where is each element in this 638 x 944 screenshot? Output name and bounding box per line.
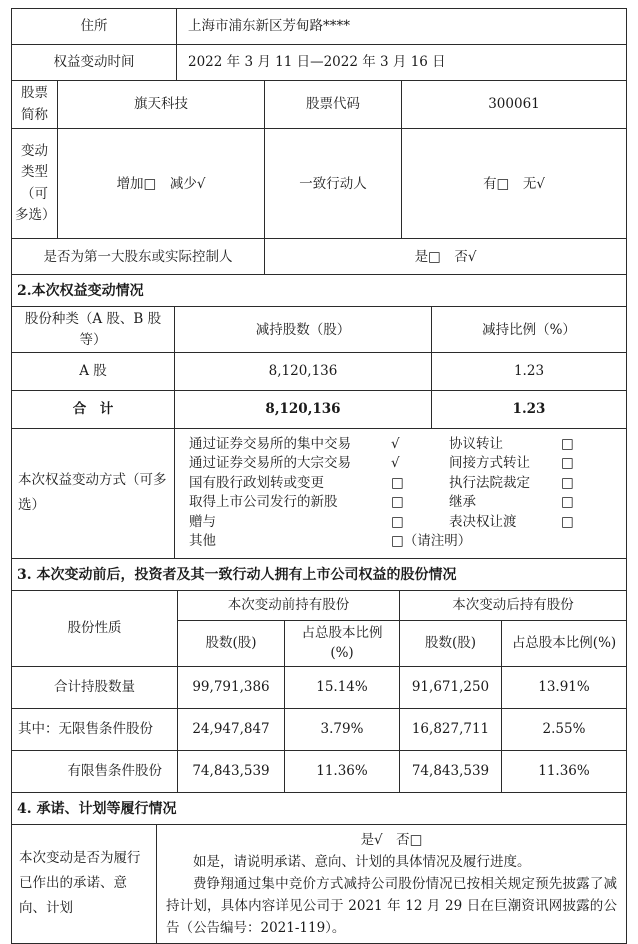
after-shares-cell: 91,671,250	[400, 666, 502, 708]
commitment-label: 本次变动是否为履行已作出的承诺、意向、计划	[12, 824, 157, 943]
change-time-label: 权益变动时间	[12, 45, 177, 81]
table-row	[12, 708, 627, 750]
commitment-table	[11, 824, 627, 944]
table-row	[12, 824, 627, 943]
acting-in-concert-label: 一致行动人	[265, 129, 402, 239]
before-ratio-cell: 3.79%	[285, 708, 400, 750]
method-option-label: 国有股行政划转或变更	[189, 474, 324, 491]
share-kind-header: 股份种类（A 股、B 股等）	[12, 307, 175, 353]
share-nature-cell: 合计持股数量	[12, 666, 178, 708]
checkbox-mark: □（请注明）	[391, 533, 472, 550]
address-value: 上海市浦东新区芳甸路****	[177, 9, 627, 45]
method-option-row	[189, 435, 622, 455]
section3-title: 3. 本次变动前后，投资者及其一致行动人拥有上市公司权益的股份情况	[11, 558, 627, 591]
table-row	[12, 352, 627, 390]
checkbox-mark: √	[391, 455, 400, 472]
change-method-label: 本次权益变动方式（可多选）	[12, 428, 175, 558]
largest-shareholder-label: 是否为第一大股东或实际控制人	[12, 239, 265, 275]
total-ratio-cell: 1.23	[432, 390, 627, 428]
method-option-label: 间接方式转让	[449, 455, 530, 472]
before-shares-cell: 74,843,539	[178, 750, 285, 792]
table-row	[12, 750, 627, 792]
before-shares-cell: 99,791,386	[178, 666, 285, 708]
method-option-row	[189, 474, 622, 494]
method-option-label: 执行法院裁定	[449, 474, 530, 491]
change-method-table	[11, 428, 627, 559]
before-ratio-cell: 11.36%	[285, 750, 400, 792]
reduced-shares-cell: 8,120,136	[175, 352, 432, 390]
method-option-label: 取得上市公司发行的新股	[189, 494, 338, 511]
after-ratio-header: 占总股本比例(%)	[502, 621, 627, 667]
basic-info-table	[11, 8, 627, 81]
share-kind-cell: A 股	[12, 352, 175, 390]
method-option-label: 赠与	[189, 513, 216, 530]
reduced-ratio-cell: 1.23	[432, 352, 627, 390]
stock-code-label: 股票代码	[265, 81, 402, 129]
change-type-label: 变动类型（可多选）	[12, 129, 58, 239]
method-option-label: 其他	[189, 533, 216, 550]
table-row	[12, 45, 627, 81]
largest-shareholder-table	[11, 238, 627, 275]
before-change-header: 本次变动前持有股份	[178, 591, 400, 621]
after-shares-cell: 74,843,539	[400, 750, 502, 792]
checkbox-mark: □	[391, 513, 404, 530]
section2-title: 2.本次权益变动情况	[11, 274, 627, 307]
share-nature-cell: 有限售条件股份	[12, 750, 178, 792]
table-row	[12, 666, 627, 708]
table-row	[12, 428, 627, 558]
commitment-detail: 费铮翔通过集中竞价方式减持公司股份情况已按相关规定预先披露了减持计划，具体内容详见公司于 2021 年 12 月 29 日在巨潮资讯网披露的公告（公告编号：2021-119）。	[166, 875, 617, 936]
commitment-instruction: 如是，请说明承诺、意向、计划的具体情况及履行进度。	[193, 853, 531, 870]
commitment-content	[157, 824, 627, 943]
table-row	[12, 9, 627, 45]
before-ratio-header: 占总股本比例(%)	[285, 621, 400, 667]
table-row	[12, 239, 627, 275]
checkbox-mark: □	[391, 494, 404, 511]
stock-name-value: 旗天科技	[58, 81, 265, 129]
method-option-row	[189, 513, 622, 533]
share-nature-header: 股份性质	[12, 591, 178, 667]
checkbox-mark: □	[561, 474, 574, 491]
change-method-options	[175, 428, 627, 558]
checkbox-mark	[583, 532, 622, 552]
after-ratio-cell: 2.55%	[502, 708, 627, 750]
table-row	[12, 129, 627, 239]
holdings-table	[11, 590, 627, 793]
method-option-label: 通过证券交易所的大宗交易	[189, 455, 351, 472]
reduced-ratio-header: 减持比例（%）	[432, 307, 627, 353]
checkbox-mark: √	[391, 435, 400, 452]
after-ratio-cell: 13.91%	[502, 666, 627, 708]
largest-shareholder-checkboxes: 是□ 否√	[265, 239, 627, 275]
equity-change-table	[11, 306, 627, 429]
checkbox-mark: □	[561, 494, 574, 511]
checkbox-mark: □	[561, 435, 574, 452]
before-shares-cell: 24,947,847	[178, 708, 285, 750]
checkbox-mark: □	[391, 474, 404, 491]
before-ratio-cell: 15.14%	[285, 666, 400, 708]
change-time-value: 2022 年 3 月 11 日—2022 年 3 月 16 日	[177, 45, 627, 81]
method-option-label: 通过证券交易所的集中交易	[189, 435, 351, 452]
method-option-label: 表决权让渡	[449, 513, 517, 530]
method-option-row	[189, 532, 622, 552]
after-ratio-cell: 11.36%	[502, 750, 627, 792]
acting-in-concert-checkboxes: 有□ 无√	[402, 129, 627, 239]
table-header-row	[12, 591, 627, 621]
after-shares-header: 股数(股)	[400, 621, 502, 667]
table-row	[12, 81, 627, 129]
share-nature-cell: 其中：无限售条件股份	[12, 708, 178, 750]
stock-name-label: 股票简称	[12, 81, 58, 129]
table-total-row	[12, 390, 627, 428]
method-option-row	[189, 493, 622, 513]
section4-title: 4. 承诺、计划等履行情况	[11, 792, 627, 825]
commitment-choice-checkboxes: 是√ 否□	[360, 831, 423, 848]
before-shares-header: 股数(股)	[178, 621, 285, 667]
total-label: 合 计	[12, 390, 175, 428]
change-type-checkboxes: 增加□ 减少√	[58, 129, 265, 239]
checkbox-mark: □	[561, 513, 574, 530]
stock-info-table	[11, 80, 627, 239]
checkbox-mark: □	[561, 455, 574, 472]
stock-code-value: 300061	[402, 81, 627, 129]
disclosure-form	[11, 8, 627, 944]
table-header-row	[12, 307, 627, 353]
method-option-label: 协议转让	[449, 435, 503, 452]
address-label: 住所	[12, 9, 177, 45]
reduced-shares-header: 减持股数（股）	[175, 307, 432, 353]
method-option-label	[471, 532, 583, 552]
after-shares-cell: 16,827,711	[400, 708, 502, 750]
total-shares-cell: 8,120,136	[175, 390, 432, 428]
method-option-row	[189, 454, 622, 474]
method-option-label: 继承	[449, 494, 476, 511]
after-change-header: 本次变动后持有股份	[400, 591, 627, 621]
